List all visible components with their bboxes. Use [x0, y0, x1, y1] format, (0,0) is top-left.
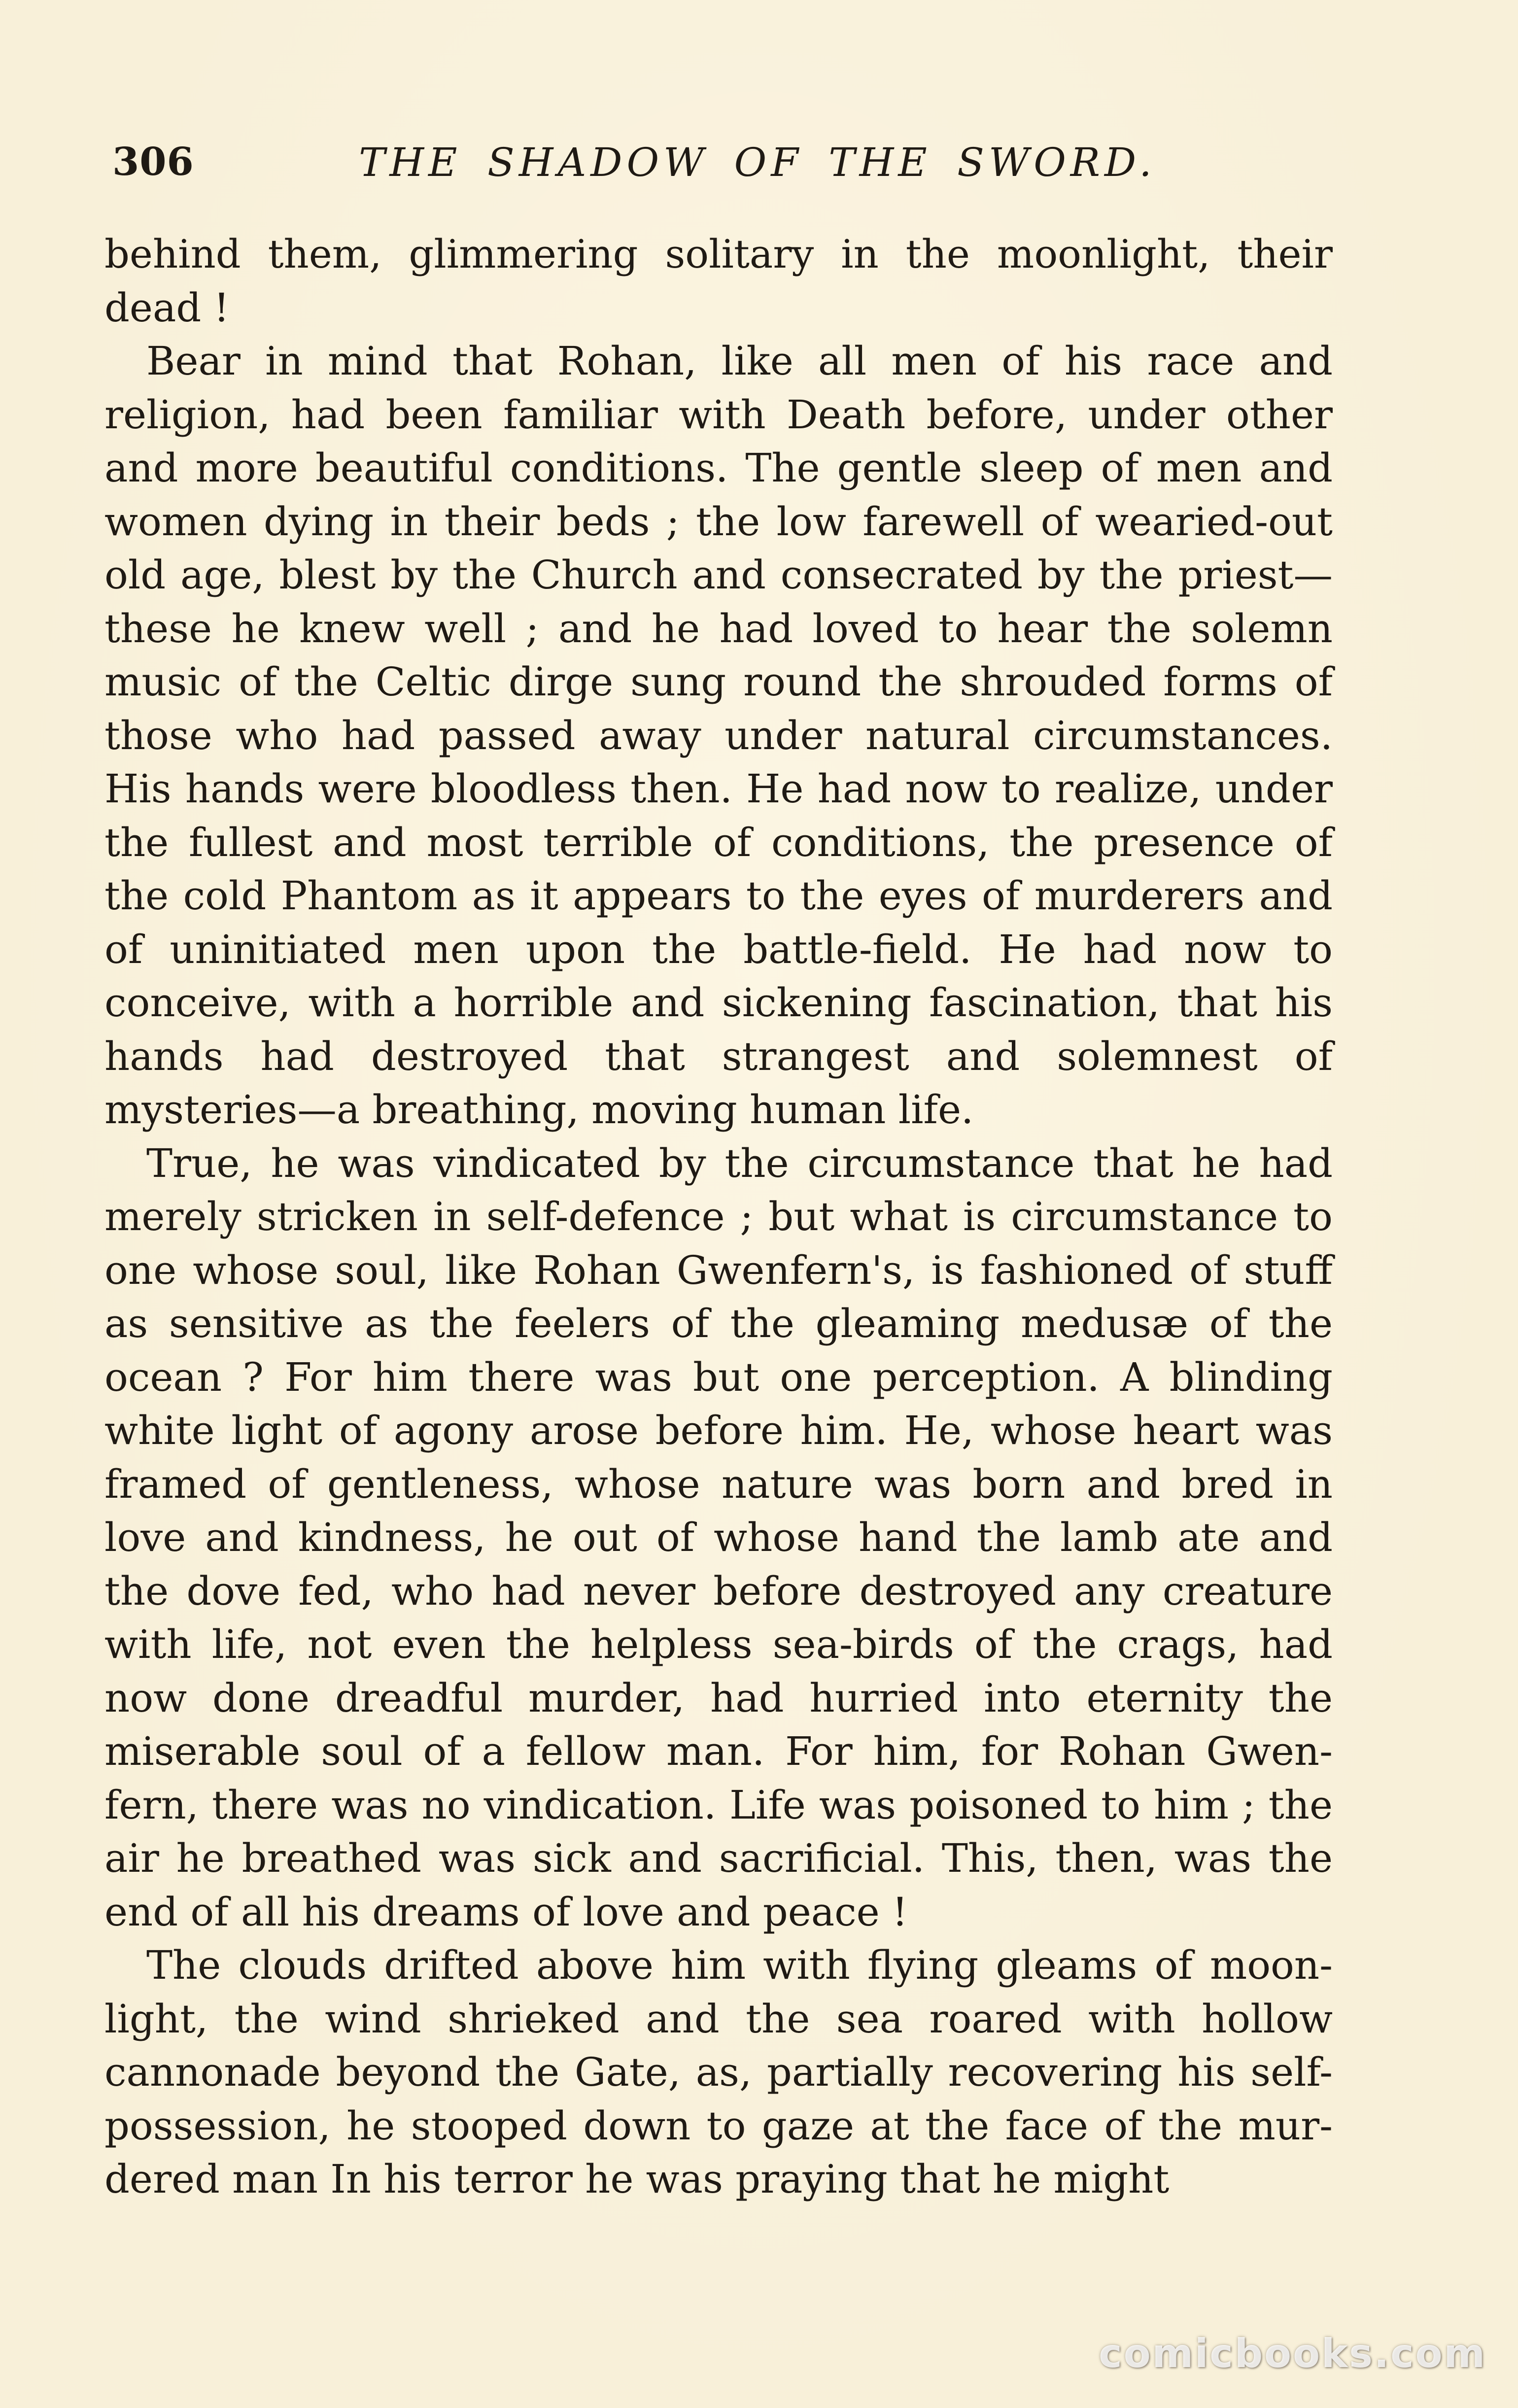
- running-head: THE SHADOW OF THE SWORD.: [359, 139, 1156, 185]
- page-number: 306: [112, 139, 194, 184]
- body-text: [104, 228, 1333, 2206]
- paragraph: Bear in mind that Rohan, like all men of his race and religion, had been familiar with Death before, under other and more beautiful conditions. The gentle sleep of men and women dying in their beds ; the low farewell of wearied-out old age, blest by the Church and consecrated by the priest—these he knew well ; and he had loved to hear the solemn music of the Celtic dirge sung round the shrouded forms of those who had passed away under natural circumstances. His hands were bloodless then. He had now to realize, under the fullest and most terrible of conditions, the presence of the cold Phantom as it appears to the eyes of murderers and of uninitiated men upon the battle-field. He had now to conceive, with a horrible and sickening fascination, that his hands had destroyed that strangest and solemnest of mysteries—a breathing, moving human life.: [104, 338, 1333, 1133]
- paragraph: behind them, glimmering solitary in the moonlight, their dead !: [104, 231, 1333, 331]
- paragraph: The clouds drifted above him with flying gleams of moon-light, the wind shrieked and the sea roared with hollow cannonade beyond the Gate, as, partially recovering his self-possession, he stooped down to gaze at the face of the mur-dered man In his terror he was praying that he might: [104, 1942, 1333, 2202]
- watermark: comicbooks.com: [1099, 2331, 1486, 2376]
- paragraph: True, he was vindicated by the circumstance that he had merely stricken in self-defence ; but what is circumstance to one whose soul, like Rohan Gwenfern's, is fashioned of stuff as sensitive as the feelers of the gleaming medusæ of the ocean ? For him there was but one perception. A blinding white light of agony arose before him. He, whose heart was framed of gentleness, whose nature was born and bred in love and kindness, he out of whose hand the lamb ate and the dove fed, who had never before destroyed any creature with life, not even the helpless sea-birds of the crags, had now done dreadful murder, had hurried into eternity the miserable soul of a fellow man. For him, for Rohan Gwen-fern, there was no vindication. Life was poisoned to him ; the air he breathed was sick and sacrificial. This, then, was the end of all his dreams of love and peace !: [104, 1140, 1333, 1935]
